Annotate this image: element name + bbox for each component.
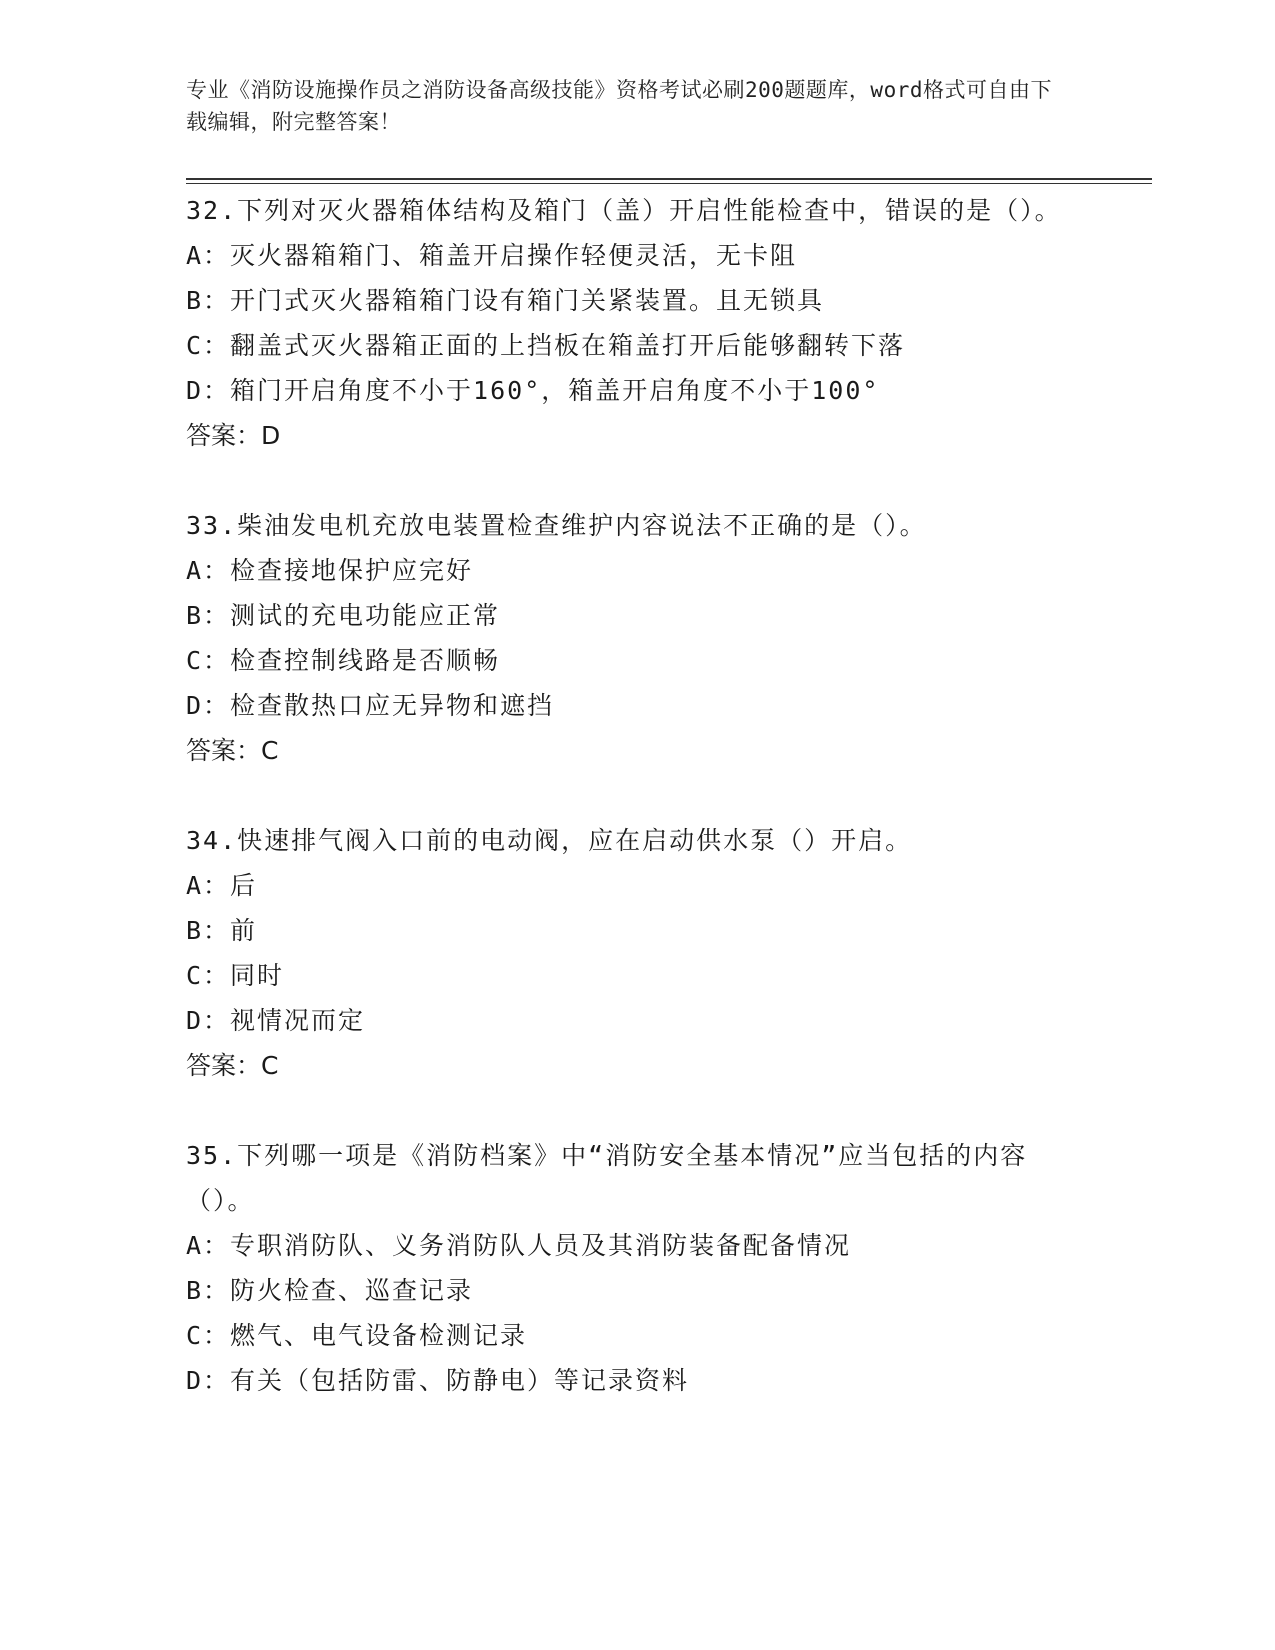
option-c: C：翻盖式灭火器箱正面的上挡板在箱盖打开后能够翻转下落 (186, 331, 906, 360)
answer: 答案：D (186, 421, 281, 450)
header-divider-thin (186, 183, 1152, 184)
option-a: A：灭火器箱箱门、箱盖开启操作轻便灵活，无卡阻 (186, 241, 798, 270)
question-stem: 32.下列对灭火器箱体结构及箱门（盖）开启性能检查中，错误的是（）。 (186, 196, 1062, 225)
option-d: D：箱门开启角度不小于160°，箱盖开启角度不小于100° (186, 376, 880, 405)
option-a: A：检查接地保护应完好 (186, 556, 474, 585)
answer: 答案：C (186, 1051, 279, 1080)
option-b: B：防火检查、巡查记录 (186, 1276, 474, 1305)
question-stem: 34.快速排气阀入口前的电动阀，应在启动供水泵（）开启。 (186, 826, 913, 855)
question-34 (186, 818, 1086, 1088)
option-c: C：燃气、电气设备检测记录 (186, 1321, 528, 1350)
option-d: D：视情况而定 (186, 1006, 366, 1035)
question-list (186, 188, 1086, 1403)
option-d: D：有关（包括防雷、防静电）等记录资料 (186, 1366, 690, 1395)
header-divider-thick (186, 178, 1152, 180)
question-spacer (186, 773, 1086, 818)
answer: 答案：C (186, 736, 279, 765)
question-35 (186, 1133, 1086, 1403)
option-a: A：专职消防队、义务消防队人员及其消防装备配备情况 (186, 1231, 852, 1260)
header-note: 专业《消防设施操作员之消防设备高级技能》资格考试必刷200题题库，word格式可自由下载编辑，附完整答案！ (186, 78, 1052, 134)
option-b: B：测试的充电功能应正常 (186, 601, 501, 630)
question-spacer (186, 1088, 1086, 1133)
option-d: D：检查散热口应无异物和遮挡 (186, 691, 555, 720)
question-spacer (186, 458, 1086, 503)
question-stem: 33.柴油发电机充放电装置检查维护内容说法不正确的是（）。 (186, 511, 927, 540)
option-b: B：前 (186, 916, 258, 945)
question-33 (186, 503, 1086, 773)
option-b: B：开门式灭火器箱箱门设有箱门关紧装置。且无锁具 (186, 286, 825, 315)
question-32 (186, 188, 1086, 458)
question-stem: 35.下列哪一项是《消防档案》中“消防安全基本情况”应当包括的内容（）。 (186, 1141, 1028, 1215)
option-a: A：后 (186, 871, 258, 900)
option-c: C：检查控制线路是否顺畅 (186, 646, 501, 675)
option-c: C：同时 (186, 961, 285, 990)
